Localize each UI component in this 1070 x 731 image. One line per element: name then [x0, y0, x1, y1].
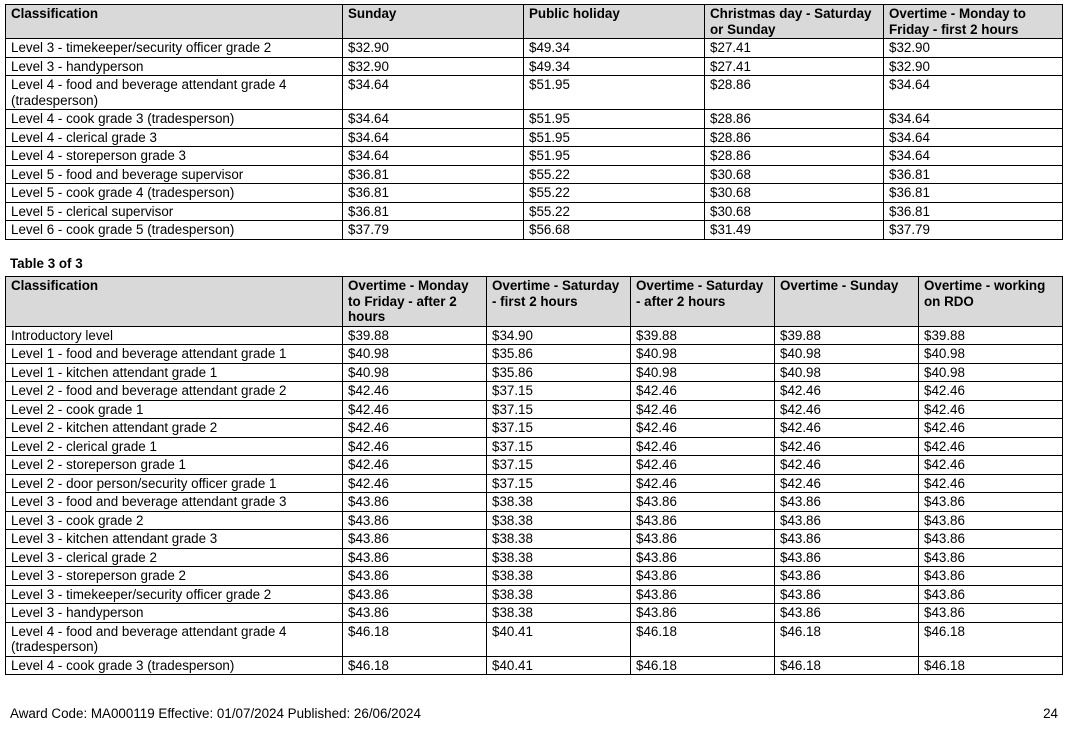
rate-cell: $38.38 [487, 493, 631, 512]
table-row [6, 110, 1063, 129]
table-body [6, 326, 1063, 675]
classification-cell: Level 4 - cook grade 3 (tradesperson) [6, 656, 343, 675]
rate-cell: $43.86 [919, 548, 1063, 567]
rate-cell: $40.98 [775, 345, 919, 364]
award-info: Award Code: MA000119 Effective: 01/07/2024 Published: 26/06/2024 [10, 706, 421, 721]
table-row [6, 128, 1063, 147]
rate-cell: $43.86 [631, 511, 775, 530]
rate-cell: $36.81 [884, 202, 1063, 221]
rate-cell: $32.90 [343, 39, 524, 58]
rate-cell: $55.22 [524, 202, 705, 221]
rate-cell: $42.46 [919, 474, 1063, 493]
rate-cell: $38.38 [487, 530, 631, 549]
classification-cell: Level 3 - storeperson grade 2 [6, 567, 343, 586]
rate-cell: $38.38 [487, 548, 631, 567]
rate-cell: $42.46 [631, 419, 775, 438]
column-header: Overtime - Monday to Friday - after 2 hours [343, 277, 487, 327]
rate-cell: $43.86 [775, 585, 919, 604]
classification-cell: Level 4 - food and beverage attendant grade 4 (tradesperson) [6, 76, 343, 110]
classification-cell: Level 6 - cook grade 5 (tradesperson) [6, 221, 343, 240]
rate-cell: $51.95 [524, 128, 705, 147]
rate-cell: $40.98 [919, 363, 1063, 382]
rate-cell: $49.34 [524, 57, 705, 76]
table-row [6, 530, 1063, 549]
rate-cell: $42.46 [343, 419, 487, 438]
rate-cell: $34.64 [884, 147, 1063, 166]
rate-cell: $43.86 [919, 530, 1063, 549]
table-row [6, 567, 1063, 586]
rate-cell: $42.46 [919, 382, 1063, 401]
classification-cell: Level 4 - clerical grade 3 [6, 128, 343, 147]
rate-cell: $37.15 [487, 400, 631, 419]
rate-cell: $35.86 [487, 363, 631, 382]
rate-cell: $42.46 [343, 400, 487, 419]
classification-cell: Level 4 - storeperson grade 3 [6, 147, 343, 166]
rate-cell: $42.46 [631, 437, 775, 456]
rate-cell: $46.18 [631, 656, 775, 675]
column-header: Christmas day - Saturday or Sunday [705, 5, 884, 39]
table-row [6, 184, 1063, 203]
rate-cell: $43.86 [919, 567, 1063, 586]
rate-cell: $42.46 [775, 474, 919, 493]
rate-cell: $38.38 [487, 585, 631, 604]
table-row [6, 165, 1063, 184]
rate-cell: $46.18 [775, 656, 919, 675]
rate-cell: $42.46 [631, 400, 775, 419]
rate-cell: $42.46 [631, 474, 775, 493]
rate-cell: $49.34 [524, 39, 705, 58]
pay-rates-table-2 [5, 4, 1063, 240]
classification-cell: Level 2 - door person/security officer grade 1 [6, 474, 343, 493]
rate-cell: $43.86 [775, 493, 919, 512]
classification-cell: Level 3 - handyperson [6, 604, 343, 623]
rate-cell: $42.46 [919, 419, 1063, 438]
rate-cell: $46.18 [919, 656, 1063, 675]
table-row [6, 382, 1063, 401]
rate-cell: $46.18 [775, 622, 919, 656]
rate-cell: $36.81 [884, 165, 1063, 184]
table-row [6, 548, 1063, 567]
rate-cell: $51.95 [524, 76, 705, 110]
rate-cell: $43.86 [631, 530, 775, 549]
rate-cell: $37.79 [884, 221, 1063, 240]
table-row [6, 511, 1063, 530]
rate-cell: $32.90 [884, 57, 1063, 76]
rate-cell: $37.15 [487, 474, 631, 493]
rate-cell: $34.64 [884, 76, 1063, 110]
table-body [6, 39, 1063, 240]
rate-cell: $43.86 [343, 530, 487, 549]
classification-cell: Level 5 - food and beverage supervisor [6, 165, 343, 184]
classification-cell: Level 4 - food and beverage attendant grade 4 (tradesperson) [6, 622, 343, 656]
rate-cell: $38.38 [487, 604, 631, 623]
classification-cell: Level 3 - timekeeper/security officer grade 2 [6, 39, 343, 58]
rate-cell: $42.46 [775, 456, 919, 475]
table-row [6, 656, 1063, 675]
rate-cell: $55.22 [524, 184, 705, 203]
rate-cell: $31.49 [705, 221, 884, 240]
rate-cell: $37.15 [487, 419, 631, 438]
table-row [6, 221, 1063, 240]
rate-cell: $35.86 [487, 345, 631, 364]
rate-cell: $43.86 [775, 604, 919, 623]
rate-cell: $46.18 [631, 622, 775, 656]
rate-cell: $51.95 [524, 110, 705, 129]
table-row [6, 493, 1063, 512]
rate-cell: $43.86 [919, 511, 1063, 530]
rate-cell: $43.86 [631, 567, 775, 586]
rate-cell: $40.41 [487, 622, 631, 656]
rate-cell: $42.46 [919, 437, 1063, 456]
rate-cell: $28.86 [705, 76, 884, 110]
rate-cell: $42.46 [919, 400, 1063, 419]
rate-cell: $27.41 [705, 39, 884, 58]
column-header: Overtime - Saturday - first 2 hours [487, 277, 631, 327]
classification-cell: Level 3 - cook grade 2 [6, 511, 343, 530]
column-header: Sunday [343, 5, 524, 39]
column-header: Overtime - Monday to Friday - first 2 hours [884, 5, 1063, 39]
rate-cell: $36.81 [343, 202, 524, 221]
classification-cell: Level 4 - cook grade 3 (tradesperson) [6, 110, 343, 129]
rate-cell: $43.86 [775, 511, 919, 530]
rate-cell: $37.15 [487, 456, 631, 475]
rate-cell: $42.46 [343, 456, 487, 475]
rate-cell: $39.88 [343, 326, 487, 345]
rate-cell: $43.86 [631, 604, 775, 623]
classification-cell: Level 1 - food and beverage attendant grade 1 [6, 345, 343, 364]
rate-cell: $43.86 [631, 585, 775, 604]
page-number: 24 [1043, 706, 1058, 721]
rate-cell: $42.46 [775, 437, 919, 456]
table-row [6, 585, 1063, 604]
rate-cell: $43.86 [631, 493, 775, 512]
table-row [6, 400, 1063, 419]
classification-cell: Level 2 - cook grade 1 [6, 400, 343, 419]
rate-cell: $34.64 [343, 128, 524, 147]
rate-cell: $28.86 [705, 147, 884, 166]
rate-cell: $43.86 [343, 585, 487, 604]
rate-cell: $39.88 [631, 326, 775, 345]
pay-rates-table-3 [5, 276, 1063, 675]
column-header: Public holiday [524, 5, 705, 39]
rate-cell: $43.86 [775, 530, 919, 549]
table-header-row [6, 5, 1063, 39]
rate-cell: $43.86 [343, 604, 487, 623]
rate-cell: $43.86 [919, 585, 1063, 604]
classification-cell: Level 3 - kitchen attendant grade 3 [6, 530, 343, 549]
rate-cell: $43.86 [343, 548, 487, 567]
classification-cell: Level 2 - food and beverage attendant grade 2 [6, 382, 343, 401]
column-header: Overtime - Sunday [775, 277, 919, 327]
rate-cell: $43.86 [919, 604, 1063, 623]
rate-cell: $37.15 [487, 437, 631, 456]
rate-cell: $42.46 [631, 456, 775, 475]
table-row [6, 419, 1063, 438]
table-header-row [6, 277, 1063, 327]
classification-cell: Level 2 - kitchen attendant grade 2 [6, 419, 343, 438]
rate-cell: $30.68 [705, 184, 884, 203]
rate-cell: $30.68 [705, 165, 884, 184]
rate-cell: $34.64 [343, 76, 524, 110]
rate-cell: $43.86 [775, 548, 919, 567]
rate-cell: $46.18 [343, 656, 487, 675]
table-row [6, 326, 1063, 345]
rate-cell: $32.90 [343, 57, 524, 76]
rate-cell: $56.68 [524, 221, 705, 240]
rate-cell: $28.86 [705, 128, 884, 147]
rate-cell: $34.64 [343, 147, 524, 166]
rate-cell: $40.98 [631, 363, 775, 382]
table-row [6, 363, 1063, 382]
rate-cell: $39.88 [919, 326, 1063, 345]
rate-cell: $40.98 [919, 345, 1063, 364]
table-row [6, 39, 1063, 58]
rate-cell: $46.18 [343, 622, 487, 656]
table-row [6, 76, 1063, 110]
classification-cell: Level 2 - clerical grade 1 [6, 437, 343, 456]
rate-cell: $34.64 [343, 110, 524, 129]
rate-cell: $40.98 [775, 363, 919, 382]
table-caption: Table 3 of 3 [10, 256, 83, 271]
rate-cell: $38.38 [487, 511, 631, 530]
page-footer [10, 706, 1058, 722]
rate-cell: $32.90 [884, 39, 1063, 58]
table-row [6, 437, 1063, 456]
rate-cell: $38.38 [487, 567, 631, 586]
rate-cell: $37.15 [487, 382, 631, 401]
rate-cell: $51.95 [524, 147, 705, 166]
rate-cell: $40.41 [487, 656, 631, 675]
table-row [6, 622, 1063, 656]
rate-cell: $43.86 [343, 511, 487, 530]
rate-cell: $36.81 [884, 184, 1063, 203]
classification-cell: Level 5 - clerical supervisor [6, 202, 343, 221]
rate-cell: $43.86 [631, 548, 775, 567]
rate-cell: $42.46 [775, 419, 919, 438]
table-row [6, 604, 1063, 623]
classification-cell: Level 3 - timekeeper/security officer grade 2 [6, 585, 343, 604]
rate-cell: $34.64 [884, 110, 1063, 129]
rate-cell: $42.46 [631, 382, 775, 401]
rate-cell: $40.98 [631, 345, 775, 364]
table-row [6, 202, 1063, 221]
rate-cell: $43.86 [775, 567, 919, 586]
rate-cell: $42.46 [775, 382, 919, 401]
rate-cell: $27.41 [705, 57, 884, 76]
table-row [6, 345, 1063, 364]
column-header: Overtime - Saturday - after 2 hours [631, 277, 775, 327]
rate-cell: $42.46 [343, 382, 487, 401]
rate-cell: $39.88 [775, 326, 919, 345]
rate-cell: $37.79 [343, 221, 524, 240]
rate-cell: $30.68 [705, 202, 884, 221]
rate-cell: $36.81 [343, 184, 524, 203]
rate-cell: $55.22 [524, 165, 705, 184]
table-row [6, 456, 1063, 475]
rate-cell: $42.46 [775, 400, 919, 419]
classification-cell: Level 2 - storeperson grade 1 [6, 456, 343, 475]
rate-cell: $34.64 [884, 128, 1063, 147]
classification-cell: Level 1 - kitchen attendant grade 1 [6, 363, 343, 382]
column-header: Classification [6, 277, 343, 327]
classification-cell: Level 3 - clerical grade 2 [6, 548, 343, 567]
rate-cell: $36.81 [343, 165, 524, 184]
column-header: Classification [6, 5, 343, 39]
rate-cell: $42.46 [343, 474, 487, 493]
classification-cell: Level 3 - food and beverage attendant grade 3 [6, 493, 343, 512]
column-header: Overtime - working on RDO [919, 277, 1063, 327]
rate-cell: $40.98 [343, 345, 487, 364]
rate-cell: $40.98 [343, 363, 487, 382]
rate-cell: $28.86 [705, 110, 884, 129]
table-row [6, 57, 1063, 76]
table-row [6, 474, 1063, 493]
classification-cell: Level 3 - handyperson [6, 57, 343, 76]
classification-cell: Level 5 - cook grade 4 (tradesperson) [6, 184, 343, 203]
rate-cell: $43.86 [919, 493, 1063, 512]
rate-cell: $42.46 [343, 437, 487, 456]
rate-cell: $46.18 [919, 622, 1063, 656]
rate-cell: $34.90 [487, 326, 631, 345]
classification-cell: Introductory level [6, 326, 343, 345]
rate-cell: $43.86 [343, 567, 487, 586]
rate-cell: $43.86 [343, 493, 487, 512]
table-row [6, 147, 1063, 166]
rate-cell: $42.46 [919, 456, 1063, 475]
